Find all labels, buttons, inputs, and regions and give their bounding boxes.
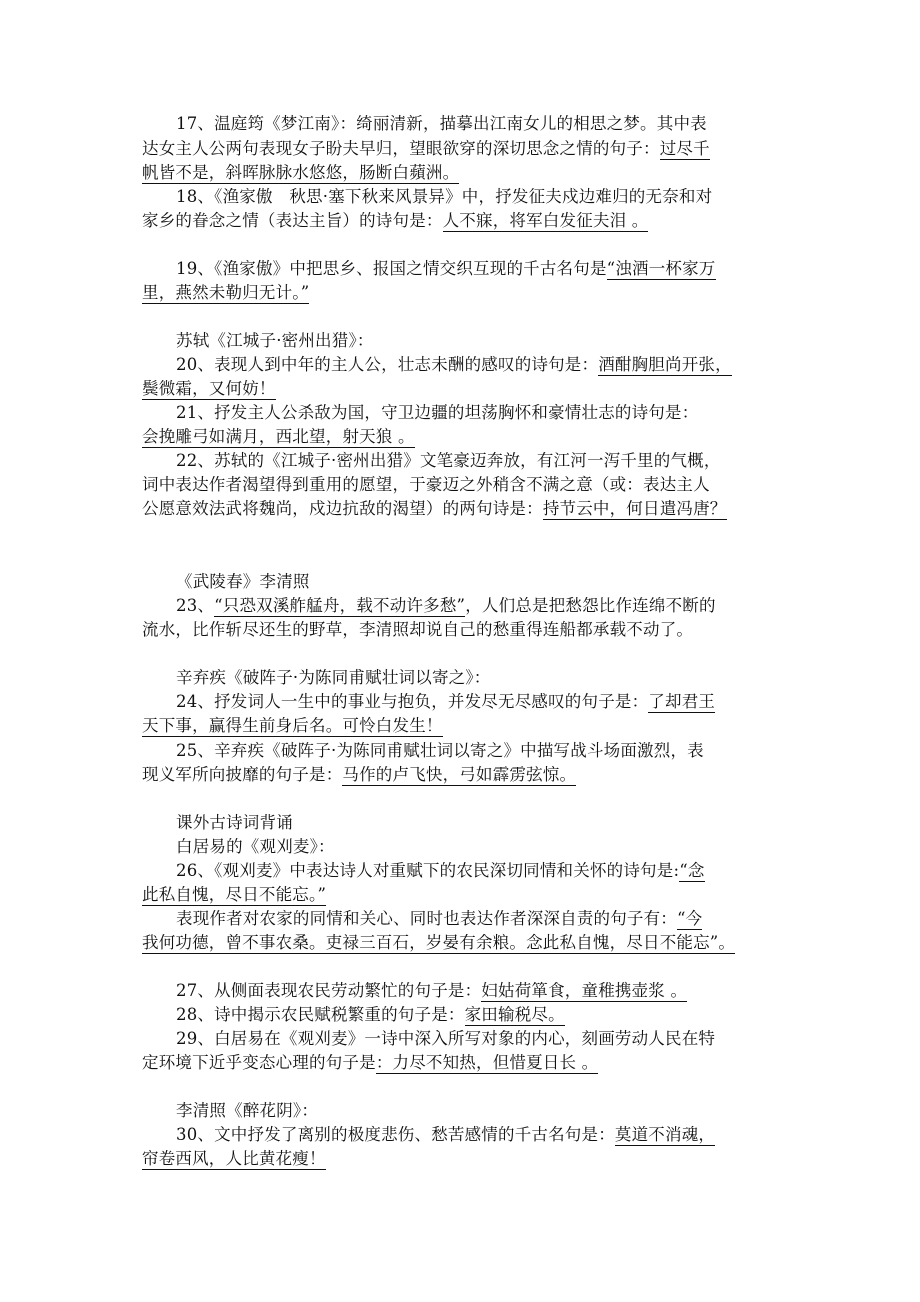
answer-text: 莫道不消魂， [614,1125,716,1144]
question-text: ，人们总是把愁怨比作连绵不断的 [465,596,716,615]
q26-line-1 [176,859,705,883]
answer-text: ：力尽不知热，但惜夏日长 。 [375,1053,599,1072]
section-heading [176,835,335,859]
answer-text: 人不寐，将军白发征夫泪 。 [442,211,649,230]
q27-line-1 [176,979,687,1003]
answer-text: 会挽雕弓如满月，西北望，射天狼 。 [142,427,415,446]
answer-text: 鬓微霜，又何妨！ [142,379,276,398]
question-text: 词中表达作者渴望得到重用的愿望，于豪迈之外稍含不满之意（或：表达主人 [142,475,710,494]
question-text: 20、表现人到中年的主人公，壮志未酬的感叹的诗句是： [176,355,599,374]
q26-line-4 [142,931,735,955]
answer-text: 家田输税尽。 [464,1005,565,1024]
q23-line-2 [142,618,693,642]
section-heading [176,811,293,835]
question-text: 28、诗中揭示农民赋税繁重的句子是： [176,1005,465,1024]
question-text: 定环境下近乎变态心理的句子是 [142,1053,376,1072]
q26-line-3 [176,907,702,931]
q18-line-2 [142,209,648,233]
q29-line-1 [176,1027,715,1051]
question-text: 23、 [176,596,215,615]
question-text: 辛弃疾《破阵子·为陈同甫赋壮词以寄之》： [176,668,491,687]
question-text: 《武陵春》李清照 [176,572,310,591]
q21-line-1 [176,401,698,425]
question-text: 苏轼《江城子·密州出猎》： [176,331,374,350]
answer-text: 过尽千 [659,139,710,158]
q20-line-2 [142,377,276,401]
question-text: 17、温庭筠《梦江南》：绮丽清新，描摹出江南女儿的相思之梦。其中表 [176,114,707,133]
question-text: 25、辛弃疾《破阵子·为陈同甫赋壮词以寄之》中描写战斗场面激烈，表 [176,741,704,760]
section-heading [176,329,374,353]
q19-line-1 [176,257,716,281]
section-heading [176,666,491,690]
question-text: 家乡的眷念之情（表达主旨）的诗句是： [142,211,443,230]
question-text: 李清照《醉花阴》： [176,1101,319,1120]
answer-text: 持节云中，何日遣冯唐？ [542,499,727,518]
question-text: 22、苏轼的《江城子·密州出猎》文笔豪迈奔放，有江河一泻千里的气概， [176,451,721,470]
answer-text: 里，燕然未勒归无计。” [142,283,310,302]
q25-line-2 [142,763,576,787]
q24-line-1 [176,690,715,714]
question-text: 19、《渔家傲》中把思乡、报国之情交织互现的千古名句是 [176,259,607,278]
answer-text: “今 [677,909,703,928]
question-text: 白居易的《观刈麦》： [176,837,335,856]
answer-text: 天下事，赢得生前身后名。可怜白发生！ [142,716,443,735]
answer-text: “只恐双溪舴艋舟，载不动许多愁” [214,596,466,615]
q24-line-2 [142,714,443,738]
q25-line-1 [176,739,704,763]
q21-line-2 [142,425,415,449]
question-text: 公愿意效法武将魏尚，戍边抗敌的渴望）的两句诗是： [142,499,543,518]
question-text: 29、白居易在《观刈麦》一诗中深入所写对象的内心，刻画劳动人民在特 [176,1029,716,1048]
q17-line-1 [176,112,707,136]
q23-line-1 [176,594,716,618]
question-text: 30、文中抒发了离别的极度悲伤、愁苦感情的千古名句是： [176,1125,615,1144]
q29-line-2 [142,1051,598,1075]
q28-line-1 [176,1003,565,1027]
question-text: 27、从侧面表现农民劳动繁忙的句子是： [176,981,482,1000]
q20-line-1 [176,353,732,377]
question-text: 26、《观刈麦》中表达诗人对重赋下的农民深切同情和关怀的诗句是: [176,861,680,880]
answer-text: 帆皆不是，斜晖脉脉水悠悠，肠断白蘋洲。 [142,163,460,182]
answer-text: 酒酣胸胆尚开张， [598,355,732,374]
q18-line-1 [176,185,712,209]
q22-line-2 [142,473,710,497]
answer-text: “念 [679,861,705,880]
answer-text: 了却君王 [648,692,716,711]
question-text: 课外古诗词背诵 [176,813,293,832]
question-text: 流水，比作斩尽还生的野草，李清照却说自己的愁重得连船都承载不动了。 [142,620,694,639]
q30-line-2 [142,1147,326,1171]
question-text: 现义军所向披靡的句子是： [142,765,343,784]
answer-text: 帘卷西风，人比黄花瘦！ [142,1149,326,1168]
question-text: 21、抒发主人公杀敌为国，守卫边疆的坦荡胸怀和豪情壮志的诗句是： [176,403,699,422]
answer-text: “浊酒一杯家万 [606,259,716,278]
question-text: 18、《渔家傲 秋思·塞下秋来风景异》中，抒发征夫戍边难归的无奈和对 [176,187,713,206]
q30-line-1 [176,1123,715,1147]
answer-text: 马作的卢飞快，弓如霹雳弦惊。 [342,765,577,784]
answer-text: 此私自愧，尽日不能忘。” [142,885,327,904]
question-text: 表现作者对农家的同情和关心、同时也表达作者深深自责的句子有： [176,909,677,928]
question-text: 达女主人公两句表现女子盼夫早归，望眼欲穿的深切思念之情的句子： [142,139,660,158]
answer-text: 妇姑荷箪食，童稚携壶浆 。 [481,981,688,1000]
q26-line-2 [142,883,326,907]
q22-line-1 [176,449,721,473]
answer-text: 我何功德，曾不事农桑。吏禄三百石，岁晏有余粮。念此私自愧，尽日不能忘”。 [142,933,736,952]
q22-line-3 [142,497,727,521]
section-heading [176,570,310,594]
q17-line-3 [142,161,459,185]
q19-line-2 [142,281,309,305]
question-text: 24、抒发词人一生中的事业与抱负，并发尽无尽感叹的句子是： [176,692,649,711]
section-heading [176,1099,318,1123]
q17-line-2 [142,137,710,161]
